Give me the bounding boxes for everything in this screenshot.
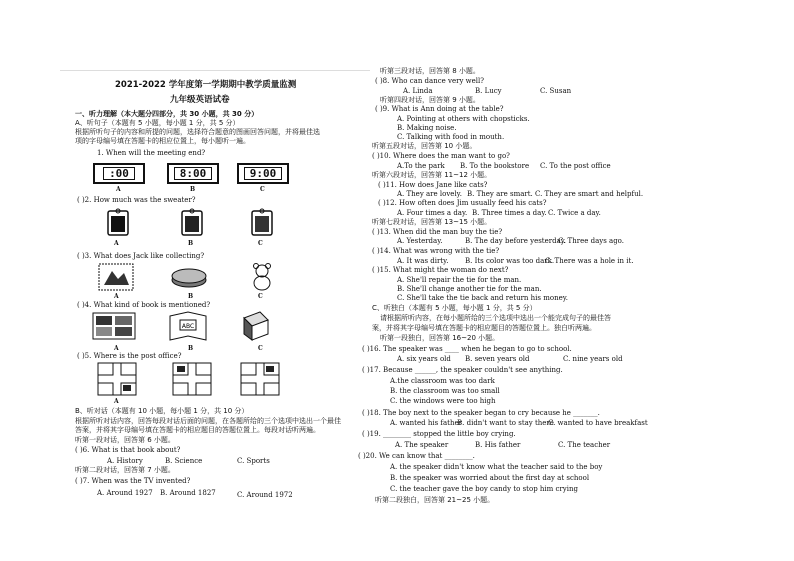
q19-option-b: B. His father (475, 441, 521, 449)
question-18: ( )18. The boy next to the speaker began to cry because he _______. (362, 409, 600, 417)
clock-b-time: 8:00 (174, 167, 213, 180)
q8-option-c: C. Susan (540, 87, 572, 95)
map-a-icon (97, 362, 137, 396)
question-20: ( )20. We can know that ________. (358, 452, 475, 460)
q6-option-c: C. Sports (237, 457, 270, 465)
q9-option-b: B. Making noise. (397, 124, 457, 132)
q19-option-c: C. The teacher (558, 441, 611, 449)
q16-option-a: A. six years old (397, 355, 451, 363)
dialogue-1-note: 听第一段对话，回答第 6 小题。 (75, 436, 175, 444)
question-9: ( )9. What is Ann doing at the table? (375, 105, 504, 113)
q12-option-a: A. Four times a day. (397, 209, 468, 217)
comic-book-icon (92, 312, 136, 340)
svg-text:ABC: ABC (181, 323, 195, 330)
q14-option-c: C. There was a hole in it. (545, 257, 634, 265)
question-8: ( )8. Who can dance very well? (375, 77, 484, 85)
partC-instructions-2: 案，并将其字母编号填在答题卡的相应题目的答题位置上。独白听两遍。 (372, 324, 596, 332)
dialogue-2-note: 听第二段对话，回答第 7 小题。 (75, 466, 175, 474)
q18-option-b: B. didn't want to stay there (457, 419, 554, 427)
dialogue-5-note: 听第五段对话，回答第 10 小题。 (372, 142, 477, 150)
q7-option-a: A. Around 1927 (97, 489, 153, 497)
coins-icon (170, 265, 208, 289)
q20-option-c: C. the teacher gave the boy candy to stop him crying (390, 485, 578, 493)
q7-option-b: B. Around 1827 (160, 489, 216, 497)
label-c: C (260, 186, 265, 193)
monologue-2-note: 听第二段独白，回答第 21~25 小题。 (375, 496, 495, 504)
map-b-icon (172, 362, 212, 396)
q11-option-a: A. They are lovely. (397, 190, 462, 198)
q10-option-b: B. To the bookstore (460, 162, 530, 170)
map-c-icon (240, 362, 280, 396)
label-b: B (188, 345, 194, 352)
top-rule-left (60, 70, 370, 71)
question-10: ( )10. Where does the man want to go? (372, 152, 510, 160)
partA-heading: A、听句子（本题有 5 小题，每小题 1 分，共 5 分） (75, 119, 240, 127)
question-12: ( )12. How often does Jim usually feed his cats? (378, 199, 547, 207)
question-6: ( )6. What is that book about? (75, 446, 181, 454)
question-17: ( )17. Because ______, the speaker couldn't see anything. (362, 366, 563, 374)
q8-option-b: B. Lucy (475, 87, 502, 95)
question-4: ( )4. What kind of book is mentioned? (77, 301, 211, 309)
monologue-1-note: 听第一段独白，回答第 16~20 小题。 (380, 334, 500, 342)
question-7: ( )7. When was the TV invented? (75, 477, 191, 485)
label-a: A (114, 345, 119, 352)
question-13: ( )13. When did the man buy the tie? (372, 228, 503, 236)
section1-heading: 一、听力理解（本大题分四部分，共 30 小题，共 30 分） (75, 110, 259, 118)
label-c: C (258, 240, 263, 247)
question-15: ( )15. What might the woman do next? (372, 266, 509, 274)
question-3: ( )3. What does Jack like collecting? (77, 252, 205, 260)
label-c: C (258, 345, 263, 352)
clock-a-time: :00 (103, 167, 135, 180)
label-c: C (258, 293, 263, 300)
abc-book-icon (168, 310, 208, 342)
label-a: A (116, 186, 121, 193)
toy-bear-icon (248, 262, 276, 292)
dictionary-icon (240, 310, 272, 342)
label-a: A (114, 293, 119, 300)
q16-option-b: B. seven years old (465, 355, 530, 363)
partB-instructions-2: 答案，并将其字母编号填在答题卡的相应题目的答题位置上。每段对话听两遍。 (75, 426, 320, 434)
label-b: B (190, 186, 196, 193)
clock-option-a (93, 163, 145, 184)
price-tag-c-icon (250, 207, 274, 237)
q17-option-b: B. the classroom was too small (390, 387, 500, 395)
dialogue-6-note: 听第六段对话，回答第 11~12 小题。 (372, 171, 492, 179)
q11-option-b: B. They are smart. (467, 190, 533, 198)
q8-option-a: A. Linda (403, 87, 433, 95)
dialogue-4-note: 听第四段对话，回答第 9 小题。 (380, 96, 480, 104)
q14-option-a: A. It was dirty. (397, 257, 449, 265)
dialogue-7-note: 听第七段对话，回答第 13~15 小题。 (372, 218, 492, 226)
q10-option-a: A.To the park (397, 162, 445, 170)
partA-instructions-1: 根据所听句子的内容和所提的问题，选择符合题意的图画回答问题，并将最佳选 (75, 128, 320, 136)
stamps-icon (98, 263, 134, 291)
price-tag-a-icon (106, 207, 130, 237)
label-a: A (114, 398, 119, 405)
q16-option-c: C. nine years old (563, 355, 623, 363)
exam-title: 2021-2022 学年度第一学期期中教学质量监测 (115, 80, 297, 90)
q15-option-a: A. She'll repair the tie for the man. (397, 276, 522, 284)
question-16: ( )16. The speaker was ____ when he began to go to school. (362, 345, 572, 353)
question-2: ( )2. How much was the sweater? (77, 196, 196, 204)
label-b: B (188, 293, 194, 300)
price-tag-b-icon (180, 207, 204, 237)
question-1: 1. When will the meeting end? (97, 149, 206, 157)
clock-option-b (167, 163, 219, 184)
partC-heading: C、听独白（本题有 5 小题，每小题 1 分，共 5 分） (372, 304, 537, 312)
q15-option-c: C. She'll take the tie back and return his money. (397, 294, 568, 302)
q18-option-a: A. wanted his father (390, 419, 462, 427)
q20-option-a: A. the speaker didn't know what the teacher said to the boy (390, 463, 603, 471)
partA-instructions-2: 项的字母编号填在答题卡的相应位置上，每小题听一遍。 (75, 137, 250, 145)
partC-instructions-1: 请根据所听内容，在每小题所给的三个选项中选出一个能完成句子的最佳答 (380, 314, 611, 322)
q19-option-a: A. The speaker (395, 441, 449, 449)
q10-option-c: C. To the post office (540, 162, 611, 170)
question-11: ( )11. How does Jane like cats? (378, 181, 488, 189)
q7-option-c: C. Around 1972 (237, 491, 293, 499)
q11-option-c: C. They are smart and helpful. (535, 190, 644, 198)
q9-option-a: A. Pointing at others with chopsticks. (397, 115, 530, 123)
label-a: A (114, 240, 119, 247)
q13-option-a: A. Yesterday. (397, 237, 443, 245)
clock-c-time: 9:00 (244, 167, 283, 180)
partB-heading: B、听对话（本题有 10 小题，每小题 1 分，共 10 分） (75, 407, 249, 415)
q17-option-c: C. the windows were too high (390, 397, 496, 405)
exam-subtitle: 九年级英语试卷 (170, 95, 230, 105)
q6-option-b: B. Science (165, 457, 203, 465)
q14-option-b: B. Its color was too dark. (465, 257, 555, 265)
q20-option-b: B. the speaker was worried about the first day at school (390, 474, 590, 482)
q15-option-b: B. She'll change another tie for the man. (397, 285, 542, 293)
q18-option-c: C. wanted to have breakfast (548, 419, 648, 427)
q17-option-a: A.the classroom was too dark (390, 377, 495, 385)
clock-option-c (237, 163, 289, 184)
question-5: ( )5. Where is the post office? (77, 352, 182, 360)
q13-option-b: B. The day before yesterday. (465, 237, 567, 245)
question-19: ( )19. ________ stopped the little boy crying. (362, 430, 516, 438)
q9-option-c: C. Talking with food in mouth. (397, 133, 505, 141)
q6-option-a: A. History (107, 457, 143, 465)
question-14: ( )14. What was wrong with the tie? (372, 247, 500, 255)
q12-option-c: C. Twice a day. (548, 209, 601, 217)
partB-instructions-1: 根据所听对话内容，回答每段对话后面的问题，在各题所给的三个选项中选出一个最佳 (75, 417, 341, 425)
dialogue-3-note: 听第三段对话，回答第 8 小题。 (380, 67, 480, 75)
q13-option-c: C. Three days ago. (558, 237, 624, 245)
label-b: B (188, 240, 194, 247)
q12-option-b: B. Three times a day. (472, 209, 547, 217)
